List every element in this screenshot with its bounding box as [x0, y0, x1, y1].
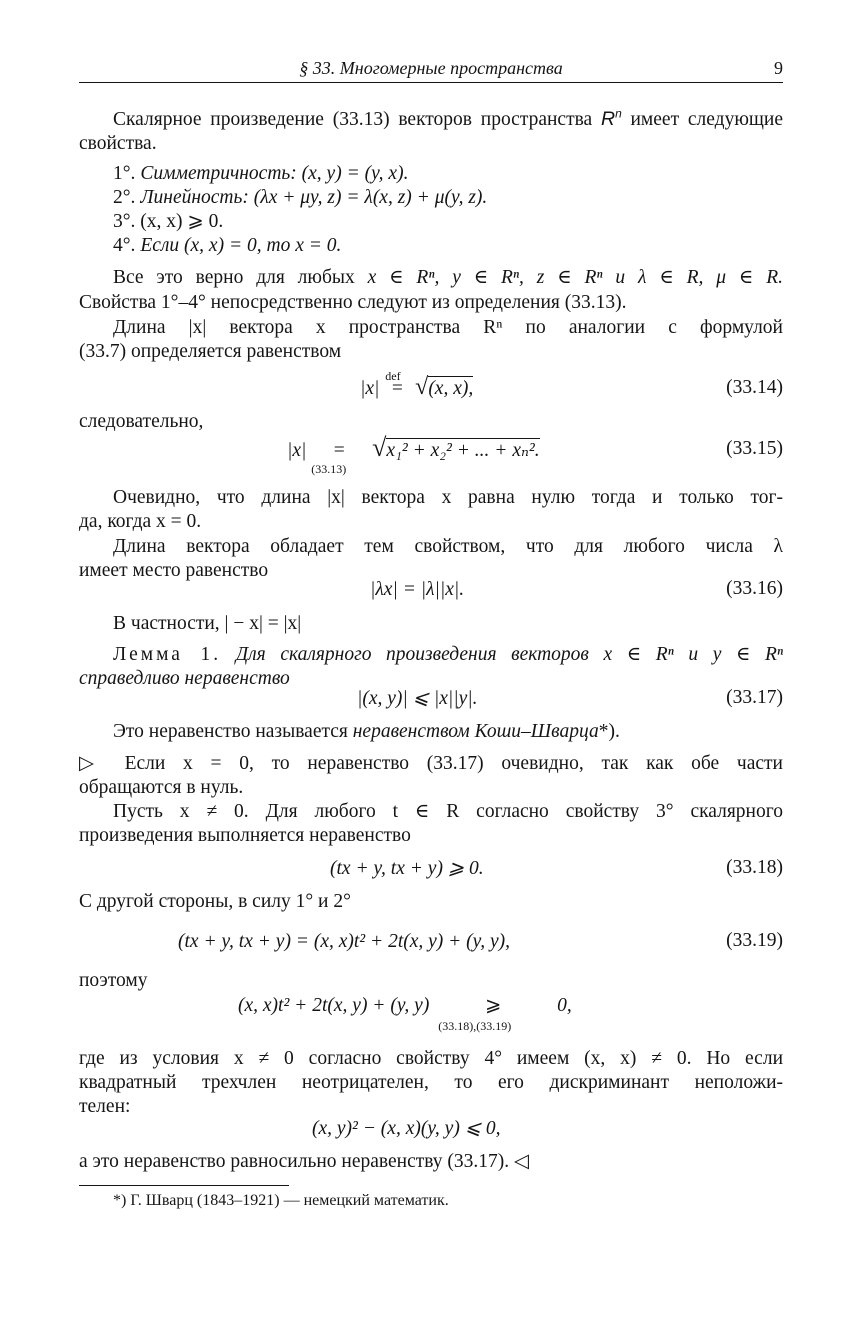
- property-1: [113, 162, 408, 186]
- eq-ref-sign: [434, 994, 552, 1033]
- property-text: то: [266, 235, 291, 256]
- equation-33-15: [287, 433, 540, 476]
- paragraph-line: Свойства 1°–4° непосредственно следуют из определения (33.13).: [79, 292, 627, 313]
- term-italic: неравенством Коши–Шварца: [352, 721, 599, 742]
- property-3: [113, 210, 223, 234]
- eq-rhs: x₁² + x₂² + ... + xₙ².: [386, 440, 540, 461]
- equation-inequality: [238, 994, 572, 1033]
- eq-ref-sign: = (33.13): [311, 439, 367, 463]
- paragraph-text: Скалярное произведение (33.13) векторов пространства: [113, 109, 593, 130]
- paragraph-line: Длина |x| вектора x пространства Rⁿ по аналогии с формулой: [113, 317, 783, 338]
- footnote-mark: *).: [598, 721, 620, 742]
- sqrt-sign: √: [415, 374, 429, 400]
- property-number: 4°.: [113, 235, 136, 256]
- eq-def-sign: def =: [384, 377, 410, 401]
- property-number: 1°.: [113, 163, 136, 184]
- property-2: [113, 186, 487, 210]
- property-formula: : (λx + μy, z) = λ(x, z) + μ(y, z).: [242, 187, 488, 208]
- lemma-label: Лемма 1.: [113, 644, 222, 665]
- sqrt-sign: √: [372, 433, 387, 462]
- ref-label: (33.18),(33.19): [438, 1019, 512, 1033]
- eq-rhs: (x, x),: [428, 378, 474, 399]
- paragraph-line: обращаются в нуль.: [79, 777, 244, 798]
- property-formula: : (x, y) = (y, x).: [290, 163, 409, 184]
- def-label: def: [385, 369, 401, 383]
- paragraph-line: имеет место равенство: [79, 560, 269, 581]
- equation-33-18: (tx + y, tx + y) ⩾ 0.: [330, 858, 484, 879]
- paragraph-line: (33.7) определяется равенством: [79, 341, 342, 362]
- equation-33-14: [360, 369, 474, 401]
- equation-number: (33.15): [726, 438, 783, 459]
- property-name: Линейность: [140, 187, 243, 208]
- footnote-rule: [79, 1185, 289, 1186]
- property-number: 2°.: [113, 187, 136, 208]
- paragraph-line: В частности, | − x| = |x|: [113, 613, 302, 634]
- paragraph-line: телен:: [79, 1096, 131, 1117]
- paragraph-line: [113, 266, 783, 290]
- lemma-text-line: справедливо неравенство: [79, 668, 290, 689]
- paragraph-line: где из условия x ≠ 0 согласно свойству 4° имеем (x, x) ≠ 0. Но если: [79, 1048, 783, 1069]
- paragraph-line: квадратный трехчлен неотрицателен, то его дискриминант неположи-: [79, 1072, 783, 1093]
- equation-number: (33.19): [726, 930, 783, 951]
- eq-lhs: (x, x)t² + 2t(x, y) + (y, y): [238, 995, 430, 1016]
- equation-33-19: (tx + y, tx + y) = (x, x)t² + 2t(x, y) + (y, y),: [178, 931, 511, 952]
- paragraph-line: произведения выполняется неравенство: [79, 825, 411, 846]
- paragraph-line: С другой стороны, в силу 1° и 2°: [79, 891, 351, 912]
- paragraph-line: [113, 720, 620, 744]
- property-text: Если: [140, 235, 180, 256]
- paragraph-text: Все это верно для любых: [113, 267, 355, 288]
- eq-rhs: 0,: [557, 995, 572, 1016]
- ref-label: (33.13): [311, 462, 347, 476]
- paragraph-line: да, когда x = 0.: [79, 511, 202, 532]
- paragraph-line: следовательно,: [79, 411, 204, 432]
- property-4: [113, 234, 341, 258]
- paragraph-text: имеет следующие свойства.: [79, 109, 783, 154]
- page-number: 9: [774, 58, 783, 78]
- equation-number: (33.16): [726, 578, 783, 599]
- eq-lhs: |x|: [287, 440, 307, 461]
- equation-number: (33.14): [726, 377, 783, 398]
- running-title: § 33. Многомерные пространства: [299, 58, 563, 78]
- paragraph-text: Это неравенство называется: [113, 721, 348, 742]
- paragraph-line: Пусть x ≠ 0. Для любого t ∈ R согласно свойству 3° скалярного: [113, 801, 783, 822]
- lemma-1: [113, 643, 783, 667]
- paragraph-line: ▷ Если x = 0, то неравенство (33.17) очевидно, так как обе части: [79, 753, 783, 774]
- equation-33-16: |λx| = |λ||x|.: [370, 579, 465, 600]
- equation-33-17: |(x, y)| ⩽ |x||y|.: [357, 688, 478, 709]
- property-formula: (x, x) = 0,: [184, 235, 262, 256]
- paragraph-line: а это неравенство равносильно неравенству (33.17). ◁: [79, 1151, 530, 1172]
- math-inline: x ∈ Rⁿ, y ∈ Rⁿ, z ∈ Rⁿ и λ ∈ R, μ ∈ R.: [367, 267, 783, 288]
- equation-number: (33.18): [726, 857, 783, 878]
- paragraph-intro: [79, 107, 783, 156]
- footnote: *) Г. Шварц (1843–1921) — немецкий математик.: [113, 1192, 449, 1209]
- equation-discriminant: (x, y)² − (x, x)(y, y) ⩽ 0,: [312, 1118, 501, 1139]
- property-formula: x = 0.: [295, 235, 342, 256]
- paragraph-line: Очевидно, что длина |x| вектора x равна нулю тогда и только тог-: [113, 487, 783, 508]
- property-name: Симметричность: [140, 163, 291, 184]
- header-rule: [79, 82, 783, 83]
- eq-relation: ⩾: [485, 995, 502, 1016]
- lemma-text: Для скалярного произведения векторов x ∈ Rⁿ и y ∈ Rⁿ: [235, 644, 784, 665]
- eq-lhs: |x|: [360, 378, 380, 399]
- property-formula: 3°. (x, x) ⩾ 0.: [113, 211, 224, 232]
- math-Rn: $R^n$: [600, 106, 622, 130]
- equation-number: (33.17): [726, 687, 783, 708]
- paragraph-line: Длина вектора обладает тем свойством, что для любого числа λ: [113, 536, 783, 557]
- paragraph-line: поэтому: [79, 970, 148, 991]
